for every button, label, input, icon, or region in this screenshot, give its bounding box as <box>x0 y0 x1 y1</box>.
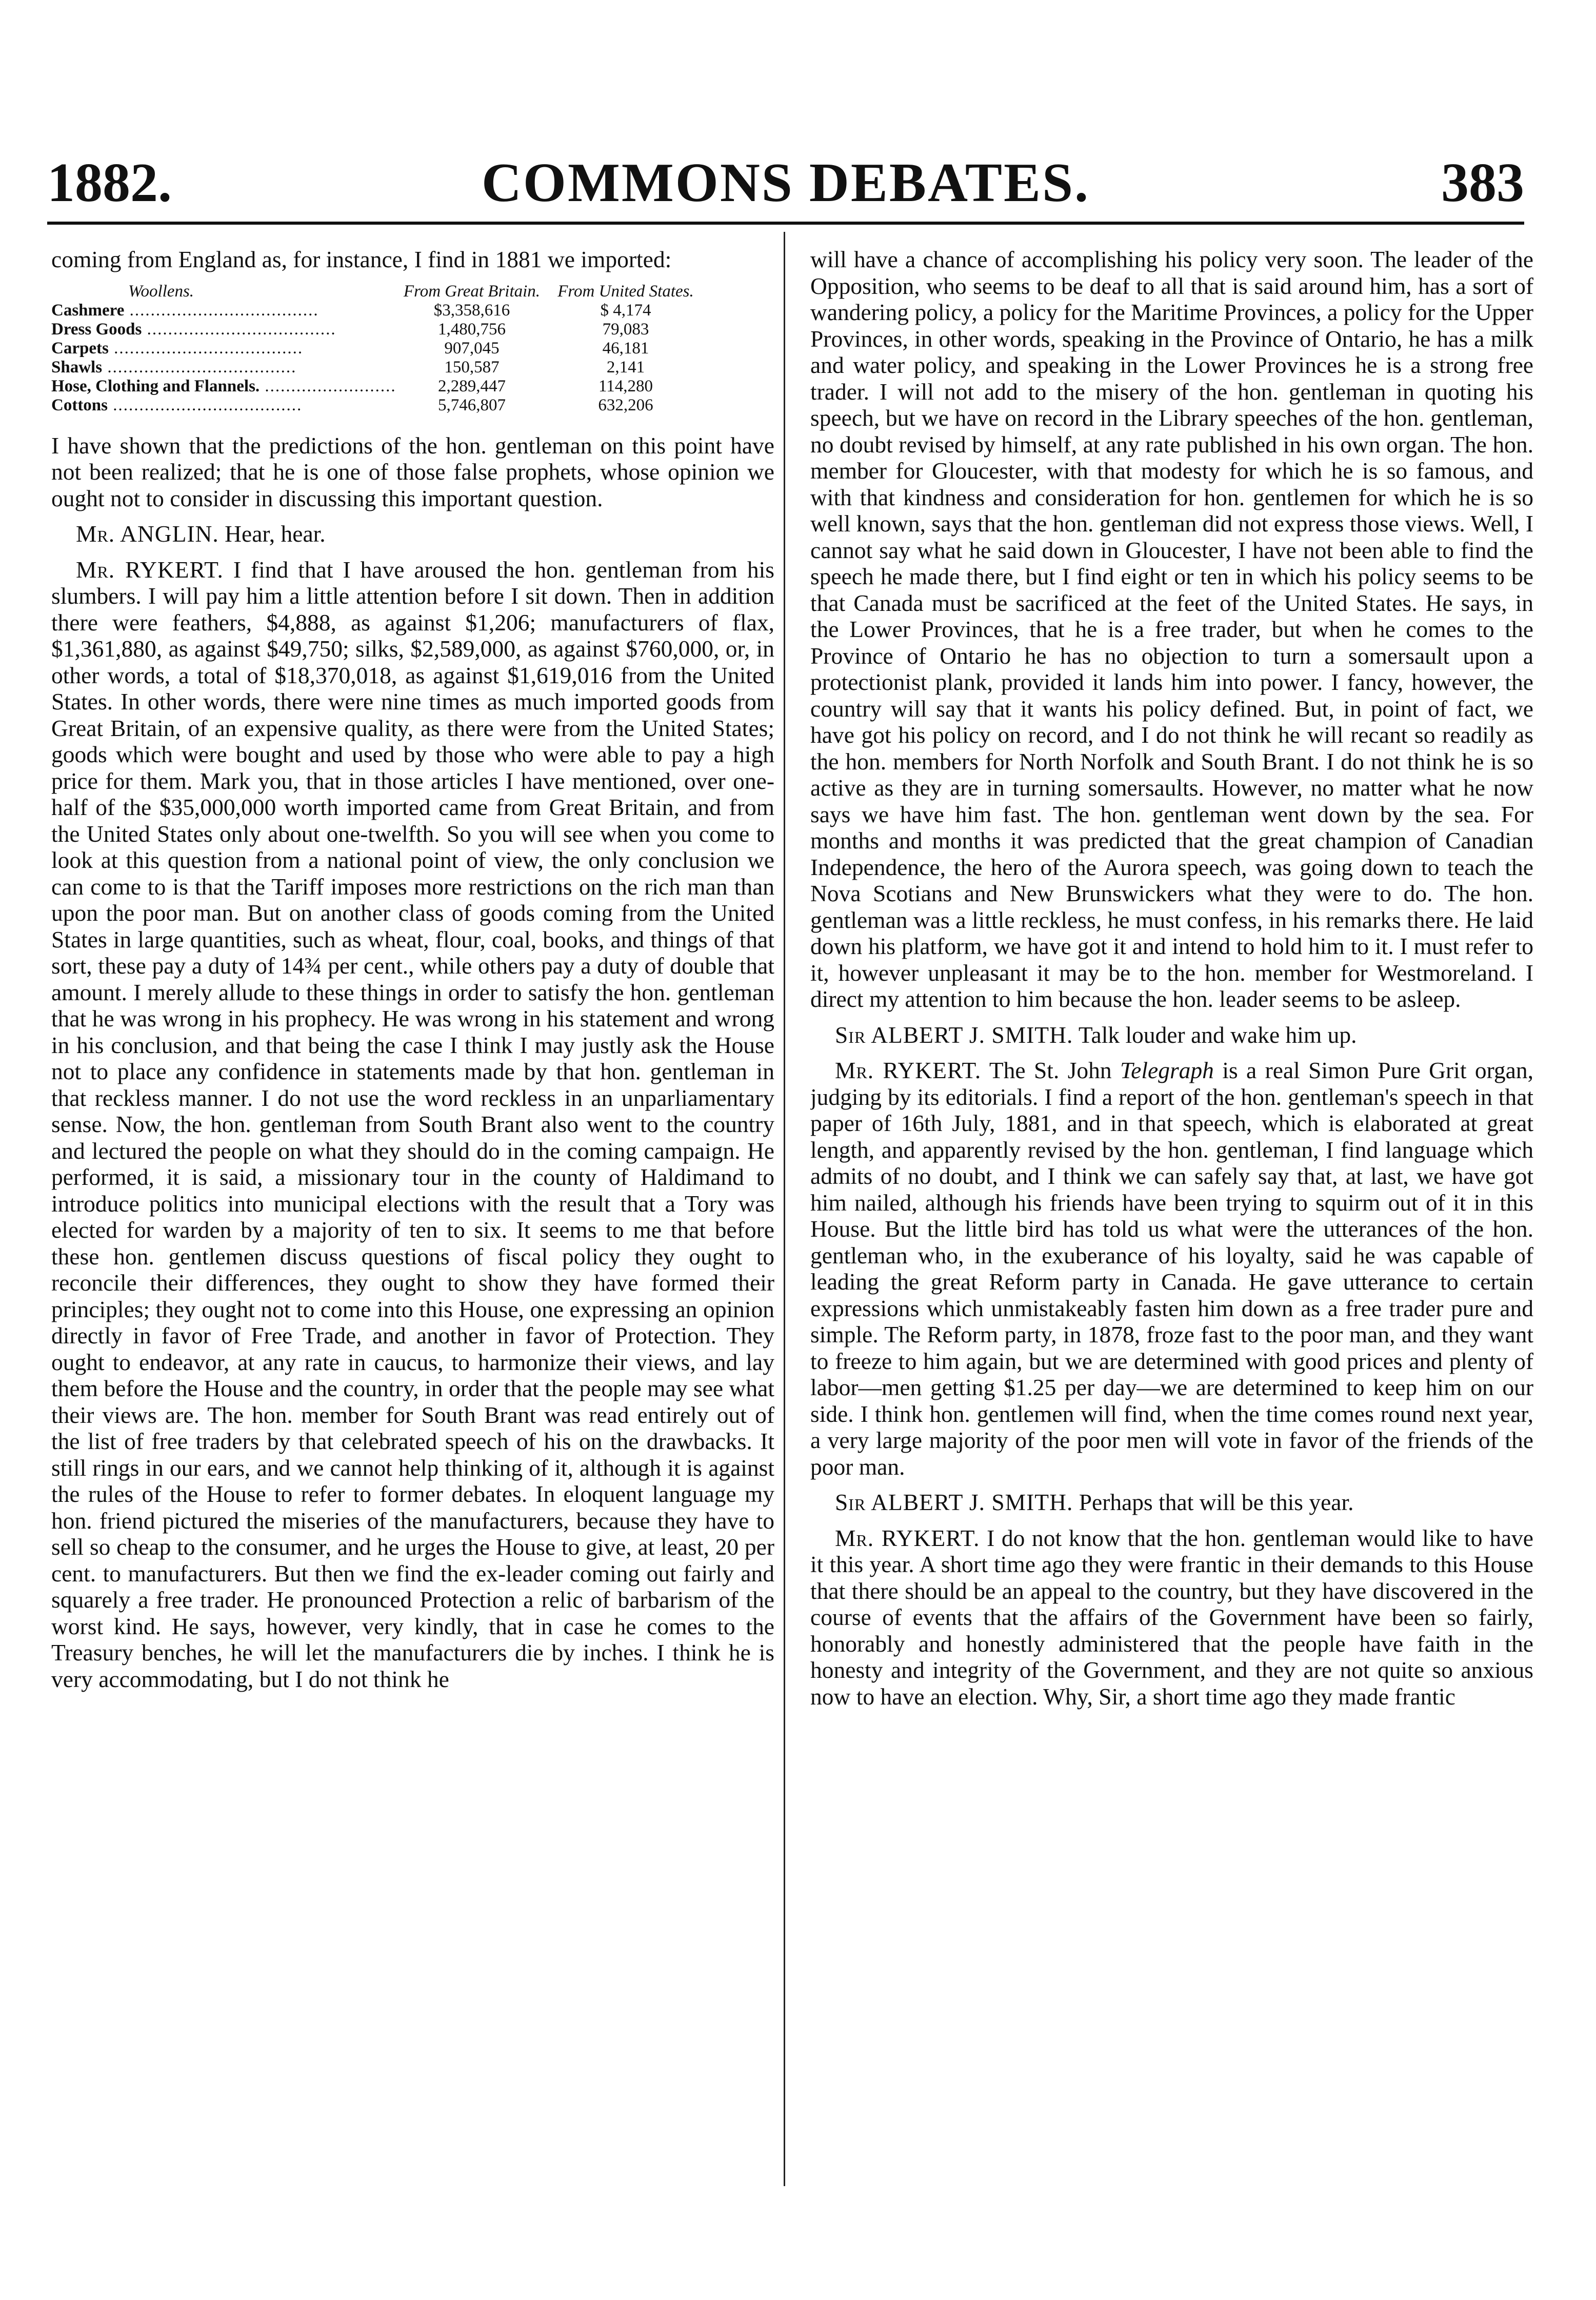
table-cell-item: Cottons ..... <box>51 396 395 415</box>
table-cell-us: 46,181 <box>602 339 649 358</box>
table-cell-gb: $3,358,616 <box>433 301 510 320</box>
speaker-name: Mr. RYKERT. <box>835 1524 980 1551</box>
left-paragraph-predictions: I have shown that the predictions of the hon. gentleman on this point have not been realized; that he is one of those false prophets, whose opinion we ought not to consider in discussing this important question. <box>51 432 774 511</box>
table-row <box>51 377 774 396</box>
speech-text: The St. John <box>989 1057 1112 1083</box>
speaker-name: Mr. RYKERT. <box>76 556 224 583</box>
table-row <box>51 339 774 358</box>
table-cell-us: 632,206 <box>598 395 653 414</box>
table-cell-item: Dress Goods ..... <box>51 320 395 339</box>
imports-table <box>51 282 774 415</box>
speech-text: Hear, hear. <box>225 521 326 547</box>
table-row <box>51 358 774 377</box>
speaker-name: Sir ALBERT J. SMITH. <box>835 1489 1073 1515</box>
table-cell-item: Hose, Clothing and Flannels. ..... <box>51 377 395 396</box>
right-column <box>810 246 1533 2185</box>
column-divider <box>784 232 785 2186</box>
table-row <box>51 320 774 339</box>
left-column <box>51 246 774 2185</box>
table-cell-item: Cashmere ..... <box>51 301 395 320</box>
header-page-number: 383 <box>1441 152 1524 213</box>
table-cell-gb: 1,480,756 <box>438 320 506 339</box>
speech-rykert-3 <box>810 1525 1533 1710</box>
speech-smith-2 <box>810 1489 1533 1516</box>
page-header <box>47 150 1524 216</box>
table-cell-us: 2,141 <box>606 358 645 376</box>
speech-smith-1 <box>810 1022 1533 1048</box>
table-cell-item: Shawls ..... <box>51 358 395 377</box>
left-paragraph-intro: coming from England as, for instance, I find in 1881 we imported: <box>51 246 672 272</box>
speech-text: Perhaps that will be this year. <box>1079 1489 1354 1515</box>
table-col-great-britain: From Great Britain. <box>403 282 541 301</box>
table-cell-gb: 5,746,807 <box>438 395 506 414</box>
speech-text: Talk louder and wake him up. <box>1078 1021 1357 1048</box>
imports-table-header <box>51 282 774 301</box>
table-cell-item: Carpets ..... <box>51 339 395 358</box>
right-paragraph-continued: will have a chance of accomplishing his policy very soon. The leader of the Opposition, who seems to be deaf to all that is said around him, has a sort of wandering policy, a policy for the Maritime Provinces, a policy for the Upper Provinces, in other words, speaking in the Province of Ontario, he has a milk and water policy, and speaking in the Lower Provinces he is a strong free trader. I will not add to the misery of the hon. gentleman in quoting his speech, but we have on record in the Library speeches of the hon. gentleman, no doubt revised by himself, at any rate published in his own organ. The hon. member for Gloucester, with that modesty for which he is so famous, and with that kindness and consideration for hon. gentlemen for which he is so well known, says that the hon. gentleman did not express those views. Well, I cannot say what he said down in Gloucester, I have not been able to find the speech he made there, but I find eight or ten in which his policy seems to be that Canada must be sacrificed at the feet of the United States. He says, in the Lower Provinces, that he is a free trader, but when he comes to the Province of Ontario he has no objection to turn a somersault upon a protectionist plank, provided it lands him into power. I fancy, however, the country will say that it wants his policy defined. But, in point of fact, we have got his policy on record, and I do not think he will recant so readily as the hon. members for North Norfolk and South Brant. I do not think he is so active as they are in turning somersaults. However, no matter what he now says we have him fast. The hon. gentleman went down by the sea. For months and months it was predicted that the great champion of Canadian Independence, the hero of the Aurora speech, was going down to teach the Nova Scotians and New Brunswickers what they were to do. The hon. gentleman was a little reckless, he must confess, in his remarks there. He laid down his platform, we have got it and intend to hold him to it. I must refer to it, however unpleasant it may be to the hon. member for Westmoreland. I direct my attention to him because the hon. leader seems to be asleep. <box>810 246 1533 1012</box>
table-cell-gb: 150,587 <box>444 358 500 376</box>
table-col-united-states: From United States. <box>557 282 694 301</box>
table-cell-gb: 2,289,447 <box>438 376 506 395</box>
header-title: COMMONS DEBATES. <box>481 152 1090 213</box>
table-cell-us: $ 4,174 <box>600 301 651 320</box>
speech-rykert-2 <box>810 1057 1533 1480</box>
table-cell-us: 114,280 <box>598 376 653 395</box>
speech-anglin <box>51 521 774 547</box>
table-row <box>51 301 774 320</box>
speech-rykert-1 <box>51 557 774 1693</box>
speaker-name: Sir ALBERT J. SMITH. <box>835 1021 1073 1048</box>
speaker-name: Mr. ANGLIN. <box>76 521 219 547</box>
header-rule <box>47 222 1524 225</box>
newspaper-name: Telegraph <box>1120 1057 1214 1083</box>
table-heading-woollens: Woollens. <box>128 282 194 301</box>
speech-text: I do not know that the hon. gentleman would like to have it this year. A short time ago they were frantic in their demands to this House that there should be an appeal to the country, but they have discovered in the course of events that the affairs of the Government have been so fairly, honorably and honestly administered that the people have faith in the honesty and integrity of the Government, and they are not quite so anxious now to have an election. Why, Sir, a short time ago they made frantic <box>810 1524 1533 1710</box>
table-cell-gb: 907,045 <box>444 339 500 358</box>
table-row <box>51 396 774 415</box>
table-cell-us: 79,083 <box>602 320 649 339</box>
speech-text: is a real Simon Pure Grit organ, judging by its editorials. I find a report of the hon. gentleman's speech in that paper of 16th July, 1881, and in that speech, which is elaborated at great length, and apparently revised by the hon. gentleman, I find language which admits of no doubt, and I think we can safely say that, at last, we have got him nailed, although his friends have been trying to squirm out of it in this House. But the little bird has told us what were the utterances of the hon. gentleman who, in the exuberance of his loyalty, said he was capable of leading the great Reform party in Canada. He gave utterance to certain expressions which unmistakeably fasten him down as a free trader pure and simple. The Reform party, in 1878, froze fast to the poor man, and they want to freeze to him again, but we are determined with good prices and plenty of labor—men getting $1.25 per day—we are determined to keep him on our side. I think hon. gentlemen will find, when the time comes round next year, a very large majority of the poor men will vote in favor of the friends of the poor man. <box>810 1057 1533 1480</box>
speaker-name: Mr. RYKERT. <box>835 1057 982 1083</box>
speech-text: I find that I have aroused the hon. gentleman from his slumbers. I will pay him a little attention before I sit down. Then in addition there were feathers, $4,888, as against $1,206; manufacturers of flax, $1,361,880, as against $49,750; silks, $2,589,000, as against $760,000, or, in other words, a total of $18,370,018, as against $1,619,016 from the United States. In other words, there were nine times as much imported goods from Great Britain, of an expensive quality, as there were from the United States; goods which were bought and used by those who were able to pay a high price for them. Mark you, that in those articles I have mentioned, over one-half of the $35,000,000 worth imported came from Great Britain, and from the United States only about one-twelfth. So you will see when you come to look at this question from a national point of view, the only conclusion we can come to is that the Tariff imposes more restrictions on the rich man than upon the poor man. But on another class of goods coming from the United States in large quantities, such as wheat, flour, coal, books, and things of that sort, these pay a duty of 14¾ per cent., while others pay a duty of double that amount. I merely allude to these things in order to satisfy the hon. gentleman that he was wrong in his prophecy. He was wrong in his statement and wrong in his conclusion, and that being the case I think I may justly ask the House not to place any confidence in statements made by that hon. gentleman in that reckless manner. I do not use the word reckless in an unparliamentary sense. Now, the hon. gentleman from South Brant also went to the country and lectured the people on what they should do in the coming campaign. He performed, it is said, a missionary tour in the county of Haldimand to introduce politics into municipal elections with the result that a Tory was elected for warden by a majority of ten to six. It seems to me that before these hon. gentlemen discuss questions of fiscal policy they ought to reconcile their differences, they ought to show they have formed their principles; they ought not to come into this House, one expressing an opinion directly in favor of Free Trade, and another in favor of Protection. They ought to endeavor, at any rate in caucus, to harmonize their views, and lay them before the House and the country, in order that the people may see what their views are. The hon. member for South Brant was read entirely out of the list of free traders by that celebrated speech of his on the drawbacks. It still rings in our ears, and we cannot help thinking of it, although it is against the rules of the House to refer to former debates. In eloquent language my hon. friend pictured the miseries of the manufacturers, because they have to sell so cheap to the consumer, and he urges the House to give, at least, 20 per cent. to manufacturers. But then we find the ex-leader coming out fairly and squarely a free trader. He pronounced Protection a relic of barbarism of the worst kind. He says, however, very kindly, that in case he comes to the Treasury benches, he will let the manufacturers die by inches. I think he is very accommodating, but I do not think he <box>51 556 774 1692</box>
header-year: 1882. <box>47 152 172 213</box>
